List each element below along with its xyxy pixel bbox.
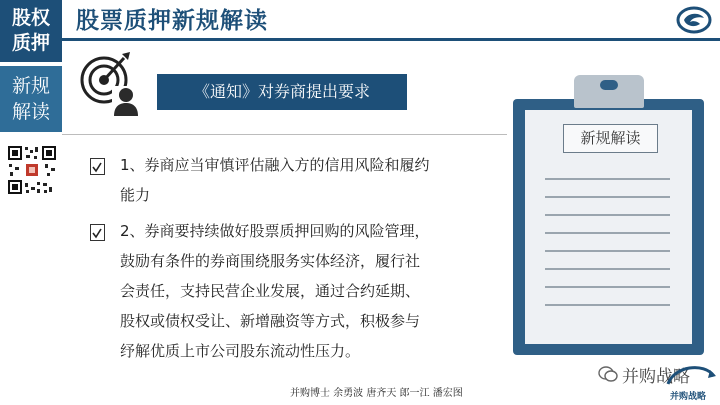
brand-badge-text: 并购战略 [670, 392, 707, 402]
authors-credit: 并购博士 余勇波 唐齐天 郎一江 潘宏图 [290, 388, 463, 399]
sidebar-mid-line1: 新规 [11, 75, 50, 97]
paper-line [545, 286, 670, 288]
item-line: 会责任，支持民营企业发展，通过合约延期、 [120, 282, 421, 300]
header-divider [62, 38, 720, 41]
check-mark-icon [91, 160, 103, 174]
checkbox-icon [90, 158, 105, 175]
list-item [120, 216, 505, 366]
paper-line [545, 250, 670, 252]
list-item [120, 150, 505, 210]
checkbox-icon [90, 224, 105, 241]
section-banner: 《通知》对券商提出要求 [157, 74, 407, 110]
paper-line [545, 268, 670, 270]
target-person-icon [78, 50, 142, 118]
brand-logo-icon [676, 6, 712, 34]
sidebar-subsection[interactable] [0, 66, 62, 132]
paper-line [545, 232, 670, 234]
sidebar-mid-line2: 解读 [11, 101, 50, 123]
paper-line [545, 178, 670, 180]
item-line: 股权或债权受让、新增融资等方式，积极参与 [120, 312, 421, 330]
paper-line [545, 214, 670, 216]
wechat-account-name: 并购战略 [622, 367, 690, 387]
item-line: 能力 [120, 186, 151, 204]
item-line: 2、券商要持续做好股票质押回购的风险管理， [120, 222, 430, 240]
item-line: 1、券商应当审慎评估融入方的信用风险和履约 [120, 156, 430, 174]
content-divider [62, 134, 507, 135]
page-title: 股票质押新规解读 [76, 8, 268, 34]
sidebar-top-line2: 质押 [11, 32, 50, 54]
item-line: 鼓励有条件的券商围绕服务实体经济，履行社 [120, 252, 421, 270]
clipboard-clip-hole [600, 80, 618, 90]
clipboard-label: 新规解读 [563, 124, 658, 153]
paper-line [545, 304, 670, 306]
check-mark-icon [91, 226, 103, 240]
sidebar-top-line1: 股权 [11, 7, 50, 29]
item-line: 纾解优质上市公司股东流动性压力。 [120, 342, 361, 360]
qr-code [7, 145, 57, 195]
wechat-icon [598, 366, 618, 382]
sidebar-section-title [0, 0, 62, 62]
paper-line [545, 196, 670, 198]
